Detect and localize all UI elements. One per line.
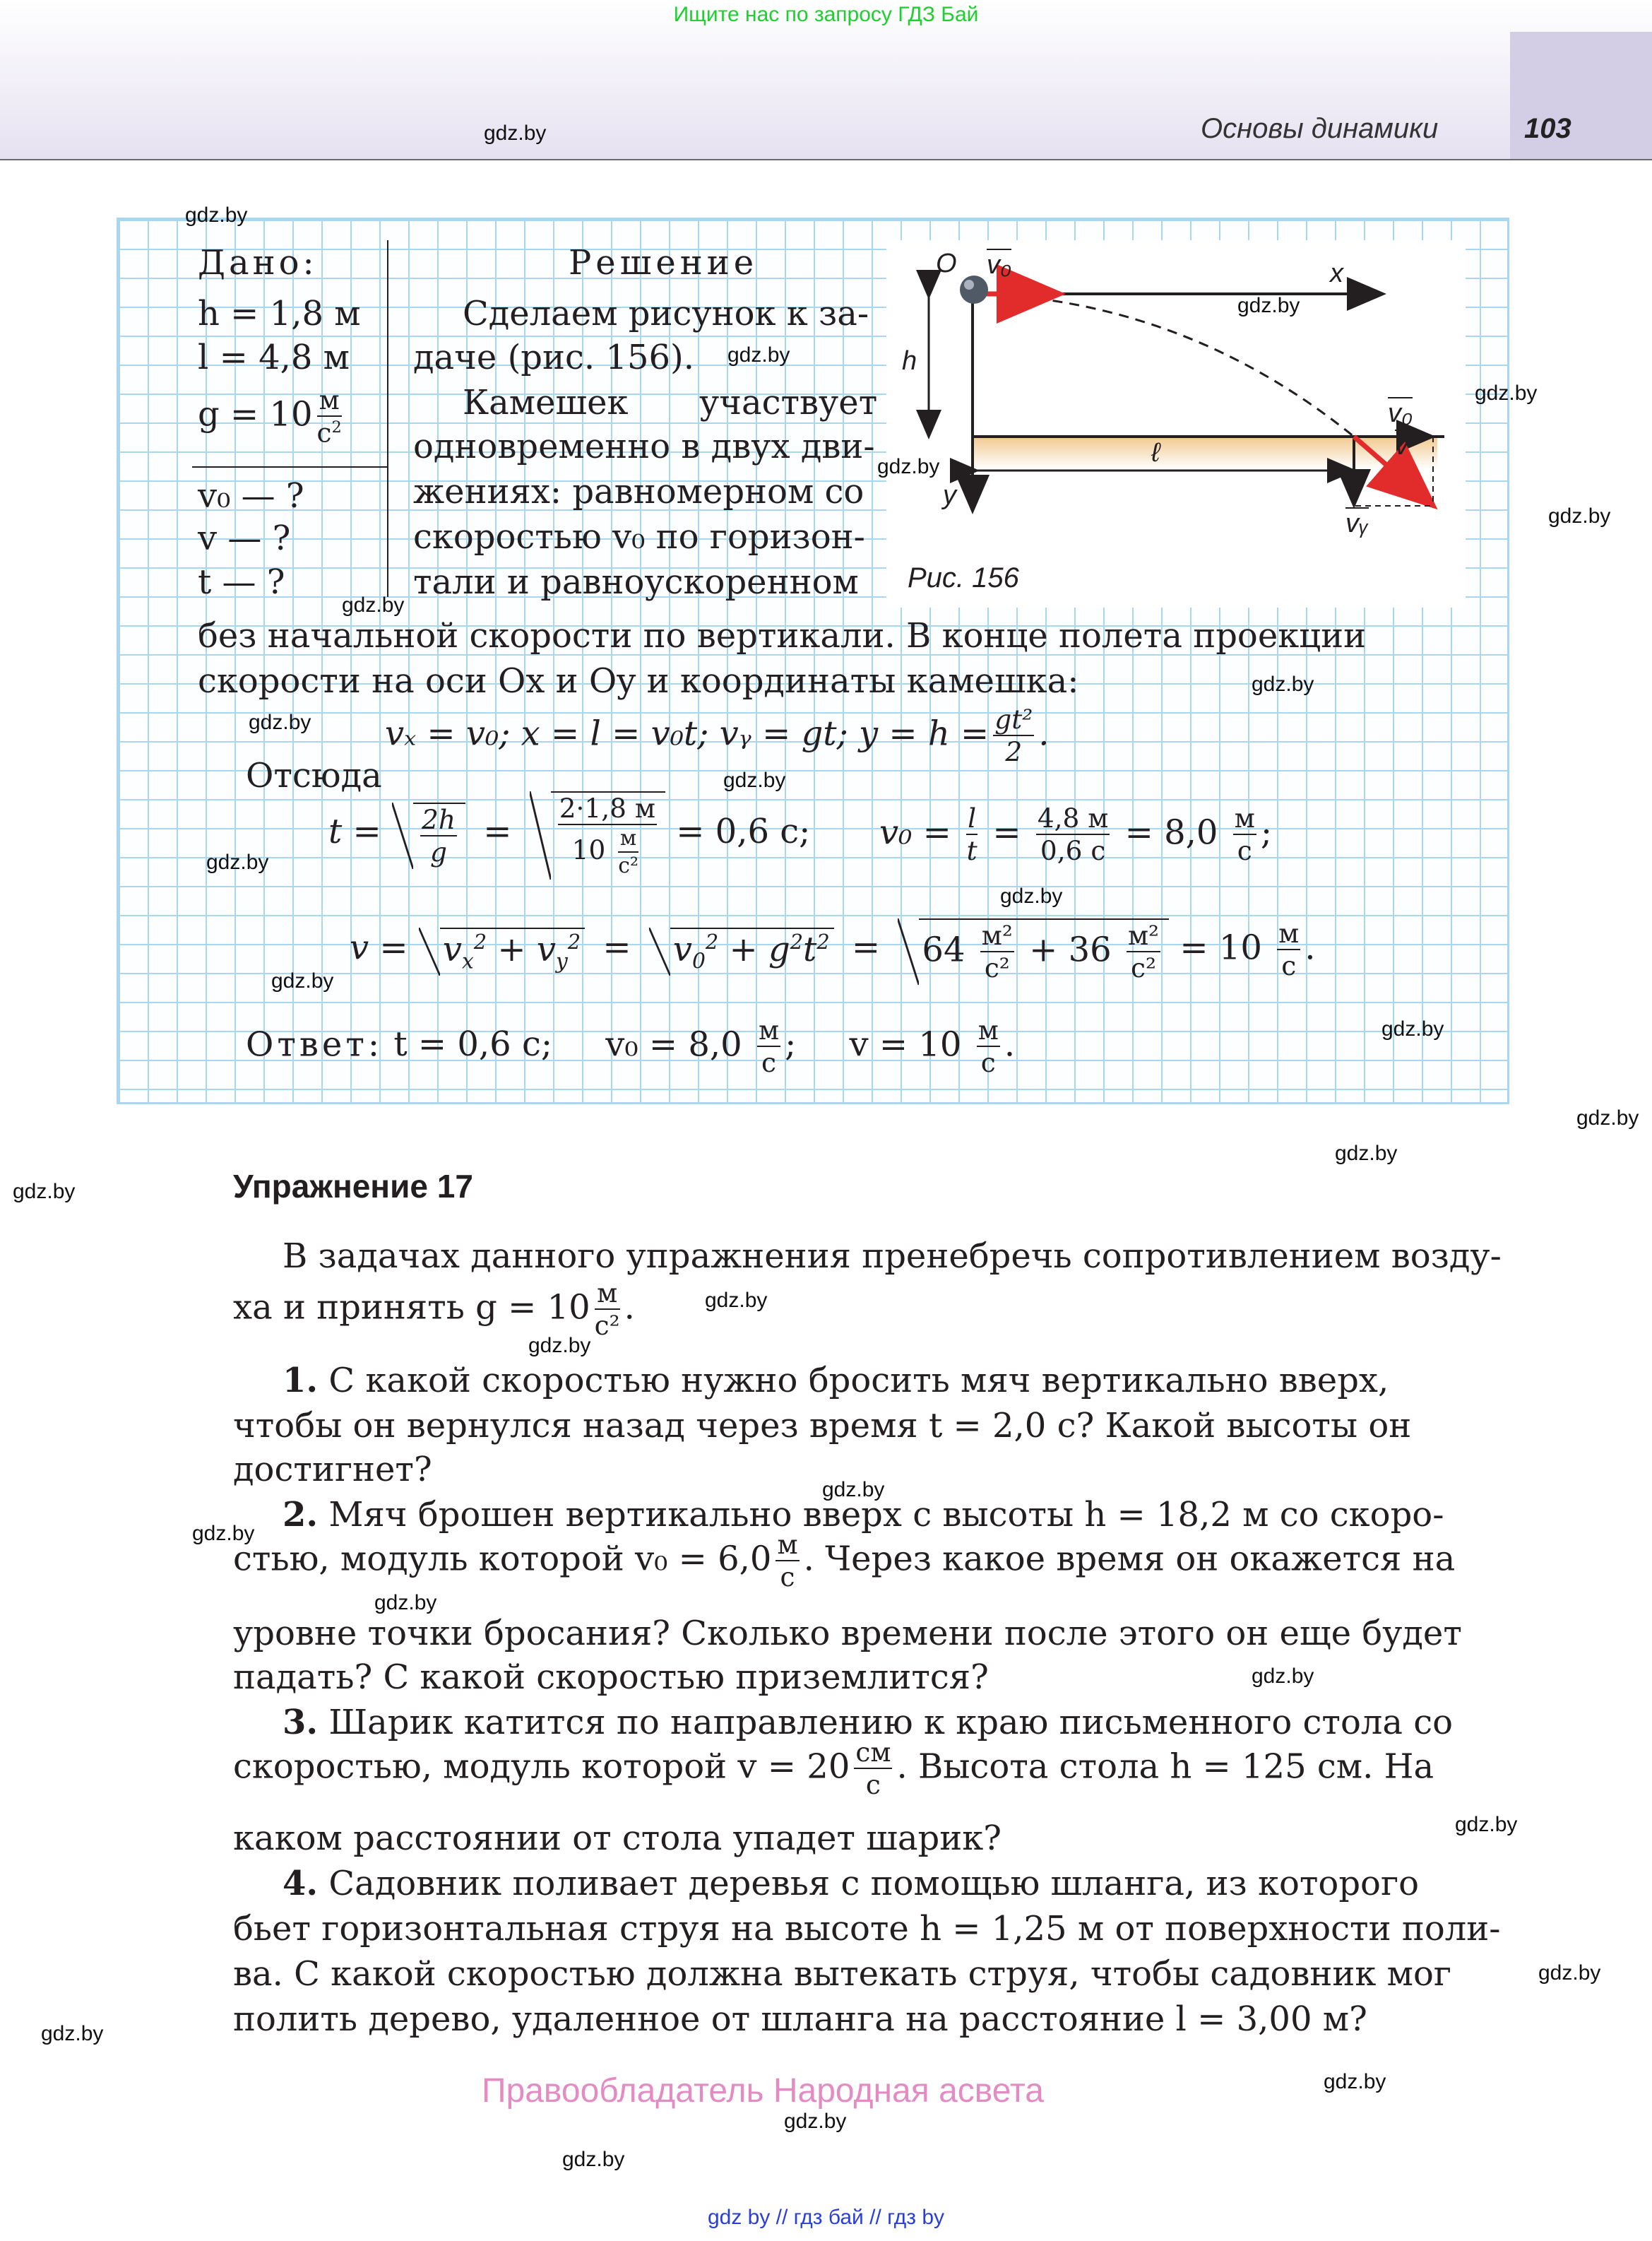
solution-line-6: скоростью v₀ по горизон- bbox=[413, 517, 865, 557]
solution-line-3a: Камешек bbox=[463, 383, 629, 422]
unit-s-4: с bbox=[761, 1047, 776, 1079]
unit-m-8: м bbox=[595, 1280, 620, 1310]
label-O: O bbox=[936, 249, 957, 278]
watermark: gdz.by bbox=[822, 1478, 885, 1501]
unit-s-2: с bbox=[1237, 835, 1252, 867]
p4-number: 4. bbox=[283, 1864, 319, 1903]
label-v0-right: v₀ bbox=[1388, 398, 1413, 428]
p2-line-3: уровне точки бросания? Сколько времени после этого он еще будет bbox=[233, 1614, 1462, 1653]
given-g: g = 10 $\frac{м}{с^2}$ bbox=[198, 384, 342, 449]
given-divider bbox=[192, 466, 388, 468]
watermark: gdz.by bbox=[185, 203, 248, 227]
given-g-prefix: g = 10 bbox=[198, 394, 313, 434]
unit-m2-2: м² bbox=[1127, 923, 1160, 952]
watermark: gdz.by bbox=[342, 593, 405, 617]
watermark: gdz.by bbox=[41, 2022, 104, 2045]
figure-caption: Рис. 156 bbox=[908, 562, 1019, 593]
given-l: l = 4,8 м bbox=[198, 338, 350, 377]
p3-line-2 bbox=[233, 1739, 1434, 1799]
eq-num: gt² bbox=[993, 706, 1034, 736]
solution-line-4: одновременно в двух дви- bbox=[413, 427, 875, 466]
find-v0: v₀ — ? bbox=[198, 476, 304, 516]
problem-1 bbox=[283, 1359, 1389, 1402]
p2-line-4: падать? С какой скоростью приземлится? bbox=[233, 1657, 989, 1697]
t-result: = 0,6 с; bbox=[676, 812, 811, 852]
p1-number: 1. bbox=[283, 1361, 319, 1400]
answer-label: Ответ: bbox=[246, 1024, 384, 1065]
unit-s-5: с bbox=[980, 1047, 996, 1079]
label-x: x bbox=[1330, 259, 1343, 288]
label-v0-top: v₀ bbox=[987, 250, 1012, 280]
label-h: h bbox=[902, 346, 917, 376]
unit-m-3: м bbox=[1088, 803, 1109, 834]
answer-v0: v₀ = 8,0 bbox=[605, 1024, 742, 1065]
solution-heading: Решение bbox=[569, 243, 759, 283]
watermark: gdz.by bbox=[1548, 504, 1611, 528]
solution-line-7: тали и равноускоренном bbox=[413, 562, 859, 602]
solution-line-5: жениях: равномерном со bbox=[413, 472, 864, 512]
hence-label: Отсюда bbox=[246, 756, 382, 796]
watermark: gdz.by bbox=[1576, 1106, 1639, 1130]
unit-m-6: м bbox=[757, 1017, 780, 1047]
watermark: gdz.by bbox=[877, 455, 940, 478]
p4-line-3: ва. С какой скоростью должна вытекать струя, чтобы садовник мог bbox=[233, 1954, 1451, 1994]
v-lhs: v = bbox=[350, 928, 408, 968]
solution-line-2: даче (рис. 156). bbox=[413, 338, 695, 377]
given-g-den: с bbox=[316, 417, 332, 449]
p3-line-2b: . Высота стола h = 125 см. На bbox=[896, 1746, 1434, 1787]
watermark: gdz.by bbox=[727, 343, 790, 367]
p3-number: 3. bbox=[283, 1703, 319, 1742]
unit-s-1: с bbox=[1091, 835, 1106, 867]
unit-m-4: м bbox=[1233, 805, 1256, 835]
label-y: y bbox=[943, 480, 956, 510]
watermark: gdz.by bbox=[1252, 673, 1314, 696]
p2-line-1: Мяч брошен вертикально вверх с высоты h = 18,2 м со скоро- bbox=[328, 1495, 1444, 1535]
problem-4 bbox=[283, 1862, 1419, 1905]
watermark: gdz.by bbox=[1335, 1142, 1398, 1165]
p1-line-3: достигнет? bbox=[233, 1450, 432, 1489]
p3-line-1: Шарик катится по направлению к краю письменного стола со bbox=[328, 1703, 1453, 1742]
watermark: gdz.by bbox=[1475, 382, 1538, 405]
watermark: gdz.by bbox=[192, 1522, 255, 1545]
exercise-title: Упражнение 17 bbox=[233, 1168, 473, 1205]
kinematic-equations: vₓ = v₀; x = l = v₀t; vᵧ = gt; y = h = $\frac{\text{gt²}}{2}$ . bbox=[385, 704, 1050, 768]
p4-line-2: бьет горизонтальная струя на высоте h = 1,25 м от поверхности поли- bbox=[233, 1909, 1501, 1949]
unit-s2-3: с² bbox=[1131, 952, 1156, 984]
exercise-intro-1: В задачах данного упражнения пренебречь сопротивлением возду- bbox=[283, 1236, 1502, 1276]
unit-cm-1: см bbox=[854, 1739, 892, 1769]
page-number: 103 bbox=[1524, 113, 1571, 144]
pebble-highlight bbox=[964, 280, 974, 290]
unit-s-3: с bbox=[1281, 950, 1297, 982]
trajectory-diagram bbox=[886, 240, 1466, 608]
find-t: t — ? bbox=[198, 562, 285, 602]
answer-t: t = 0,6 с; bbox=[393, 1024, 552, 1065]
p3-line-3: каком расстоянии от стола упадет шарик? bbox=[233, 1819, 1002, 1858]
p2-line-2a: стью, модуль которой v₀ = 6,0 bbox=[233, 1539, 772, 1579]
unit-s2-1: с² bbox=[618, 853, 638, 879]
solution-line-8: без начальной скорости по вертикали. В конце полета проекции bbox=[198, 616, 1367, 656]
v0-formula: v₀ = $\frac{l}{t}$ = $\frac{4,8 м}{0,6 с}$ = 8,0 $\frac{м}{с}$ ; bbox=[879, 803, 1272, 867]
watermark: gdz.by bbox=[1538, 1961, 1601, 1985]
p2-line-2b: . Через какое время он окажется на bbox=[803, 1539, 1456, 1579]
figure-156 bbox=[886, 240, 1466, 608]
unit-m-1: м bbox=[634, 793, 655, 824]
pebble bbox=[960, 276, 988, 304]
watermark: gdz.by bbox=[13, 1180, 76, 1203]
watermark: gdz.by bbox=[1455, 1813, 1518, 1836]
header-rule bbox=[0, 159, 1652, 160]
watermark: gdz.by bbox=[484, 122, 547, 145]
p1-line-2: чтобы он вернулся назад через время t = 2,0 с? Какой высоты он bbox=[233, 1406, 1412, 1445]
p2-line-2 bbox=[233, 1529, 1456, 1593]
watermark: gdz.by bbox=[206, 851, 269, 874]
speed-formula: $v = v_x^2 + v_y^2 = v_0^2 + g^2t^2 = 64$ $\frac{\text{м²}}{\text{с²}}$ + 36 $\frac{\text{м²}}{\text{с²}}$ = 10 $\frac{м}{с}$ . bbox=[350, 918, 1316, 984]
label-vy: vᵧ bbox=[1345, 509, 1369, 538]
solution-line-9: скорости на оси Ox и Oy и координаты камешка: bbox=[198, 661, 1079, 701]
unit-m2-1: м² bbox=[980, 923, 1014, 952]
watermark: gdz.by bbox=[528, 1334, 591, 1357]
watermark: gdz.by bbox=[374, 1591, 437, 1614]
watermark: gdz.by bbox=[1252, 1665, 1314, 1688]
unit-m-5: м bbox=[1277, 921, 1300, 950]
p4-line-4: полить дерево, удаленное от шланга на расстояние l = 3,00 м? bbox=[233, 1999, 1367, 2039]
v0-lhs: v₀ = bbox=[879, 812, 951, 853]
watermark: gdz.by bbox=[1237, 294, 1300, 317]
unit-s-7: с bbox=[865, 1769, 881, 1801]
watermark: gdz.by bbox=[1381, 1017, 1444, 1041]
given-g-num: м bbox=[317, 387, 342, 417]
given-heading: Дано: bbox=[198, 243, 318, 283]
t-lhs: t = bbox=[328, 812, 381, 852]
footer-links[interactable]: gdz by // гдз бай // гдз by bbox=[707, 2206, 945, 2229]
solution-line-1: Сделаем рисунок к за- bbox=[463, 294, 869, 333]
equations-text: vₓ = v₀; x = l = v₀t; vᵧ = gt; y = h = bbox=[385, 714, 990, 754]
p1-line-1: С какой скоростью нужно бросить мяч вертикально вверх, bbox=[328, 1361, 1389, 1400]
find-v: v — ? bbox=[198, 519, 291, 558]
given-h: h = 1,8 м bbox=[198, 294, 361, 333]
unit-s2-2: с² bbox=[984, 952, 1010, 984]
top-banner[interactable]: Ищите нас по запросу ГДЗ Бай bbox=[673, 3, 979, 26]
p3-line-2a: скоростью, модуль которой v = 20 bbox=[233, 1746, 850, 1787]
watermark: gdz.by bbox=[1324, 2070, 1386, 2093]
v-result: = 10 bbox=[1179, 928, 1262, 968]
p4-line-1: Садовник поливает деревья с помощью шланга, из которого bbox=[328, 1864, 1419, 1903]
p2-number: 2. bbox=[283, 1495, 319, 1535]
answer-v: v = 10 bbox=[849, 1024, 962, 1065]
unit-m-9: м bbox=[776, 1532, 799, 1561]
label-v: v bbox=[1395, 431, 1408, 461]
solution-line-3b: участвует bbox=[699, 383, 878, 422]
section-title: Основы динамики bbox=[1201, 113, 1439, 144]
watermark: gdz.by bbox=[784, 2110, 847, 2133]
intro-2-text: ха и принять g = 10 bbox=[233, 1287, 590, 1328]
copyright-notice: Правообладатель Народная асвета bbox=[482, 2072, 1044, 2110]
watermark: gdz.by bbox=[249, 711, 311, 734]
watermark: gdz.by bbox=[562, 2148, 625, 2171]
watermark: gdz.by bbox=[1000, 885, 1063, 908]
time-formula: t = $\frac{2h}{g}$ = 2·1,8 м 10 $\frac{м}{\text{с²}}$ = 0,6 с; bbox=[328, 793, 811, 879]
answer-line: Ответ: t = 0,6 с; v₀ = 8,0 $\frac{м}{с}$ ; v = 10 $\frac{м}{с}$ . bbox=[246, 1015, 1016, 1079]
ground-strip bbox=[971, 437, 1437, 469]
given-vertical-divider bbox=[387, 240, 388, 597]
unit-s-6: с bbox=[780, 1561, 795, 1593]
watermark: gdz.by bbox=[271, 969, 334, 993]
v0-result: = 8,0 bbox=[1124, 812, 1218, 853]
unit-m-2: м bbox=[618, 828, 638, 853]
unit-s2-4: с² bbox=[594, 1310, 620, 1342]
watermark: gdz.by bbox=[705, 1289, 768, 1312]
watermark: gdz.by bbox=[723, 769, 786, 792]
eq-den: 2 bbox=[1005, 736, 1023, 768]
exercise-intro-2: ха и принять g = 10 $\frac{м}{\text{с²}}$ . bbox=[233, 1277, 635, 1342]
label-l: ℓ bbox=[1151, 438, 1160, 468]
unit-m-7: м bbox=[977, 1017, 1000, 1047]
